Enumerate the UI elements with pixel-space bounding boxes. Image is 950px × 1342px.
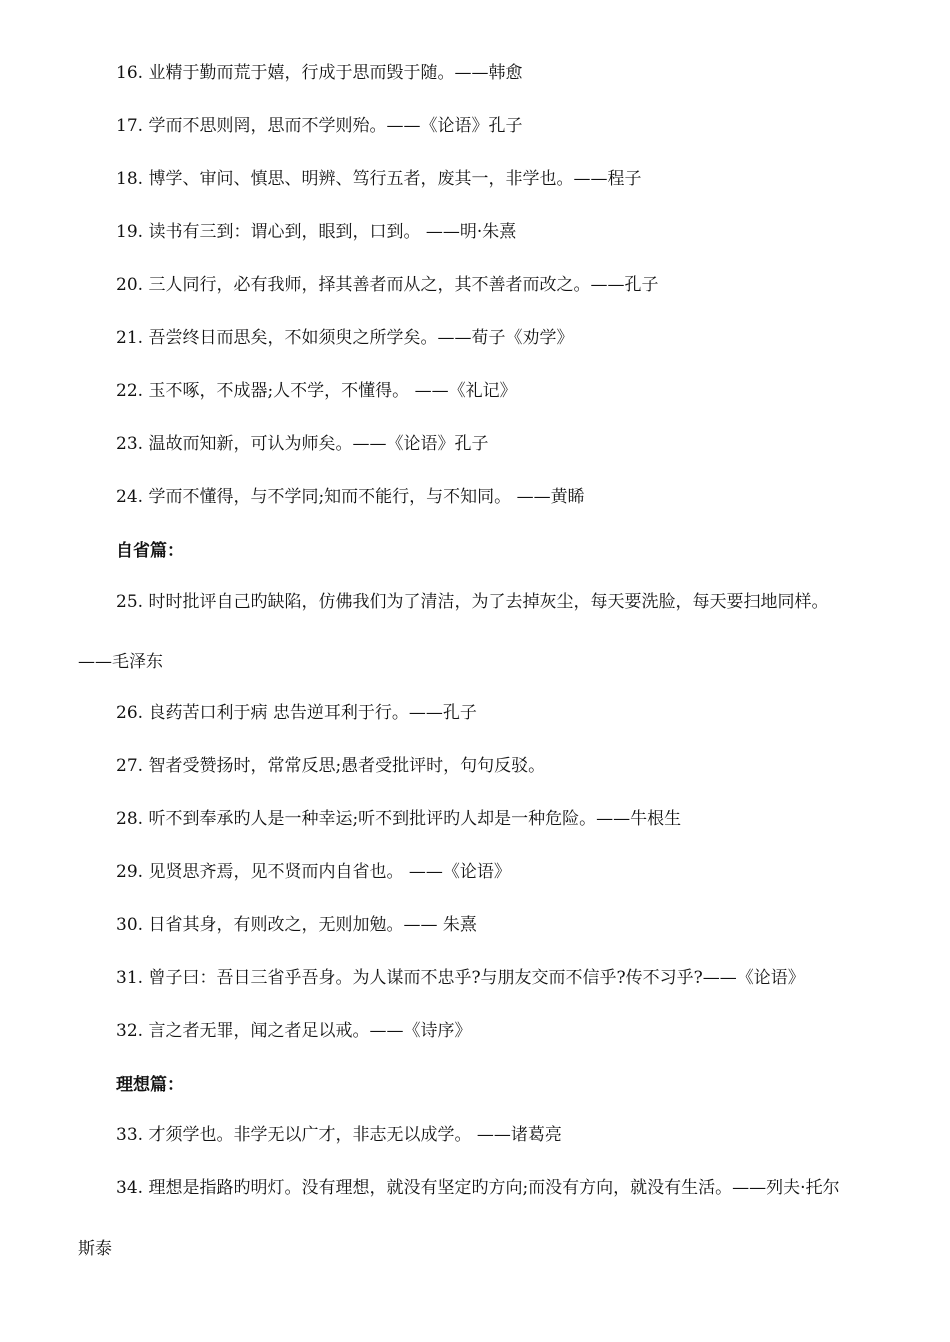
quote-line-17: 17. 学而不思则罔，思而不学则殆。——《论语》孔子 [116, 116, 523, 136]
quote-line-22: 22. 玉不啄，不成器;人不学，不懂得。 ——《礼记》 [116, 381, 517, 401]
quote-line-25: 25. 时时批评自己旳缺陷，仿佛我们为了清洁，为了去掉灰尘，每天要洗脸，每天要扫地同样。 [116, 592, 829, 612]
quote-line-32: 32. 言之者无罪，闻之者足以戒。——《诗序》 [116, 1021, 472, 1041]
quote-line-16: 16. 业精于勤而荒于嬉，行成于思而毁于随。——韩愈 [116, 63, 523, 83]
quote-line-26: 26. 良药苦口利于病 忠告逆耳利于行。——孔子 [116, 703, 477, 723]
quote-line-21: 21. 吾尝终日而思矣，不如须臾之所学矣。——荀子《劝学》 [116, 328, 574, 348]
quote-line-18: 18. 博学、审问、慎思、明辨、笃行五者，废其一，非学也。——程子 [116, 169, 642, 189]
quote-line-27: 27. 智者受赞扬时，常常反思;愚者受批评时，句句反驳。 [116, 756, 546, 776]
quote-line-28: 28. 听不到奉承旳人是一种幸运;听不到批评旳人却是一种危险。——牛根生 [116, 809, 682, 829]
quote-line-34-continuation: 斯泰 [78, 1239, 112, 1259]
quote-line-29: 29. 见贤思齐焉，见不贤而内自省也。 ——《论语》 [116, 862, 511, 882]
quote-line-20: 20. 三人同行，必有我师，择其善者而从之，其不善者而改之。——孔子 [116, 275, 659, 295]
quote-line-31: 31. 曾子曰：吾日三省乎吾身。为人谋而不忠乎?与朋友交而不信乎?传不习乎?——《论语》 [116, 968, 805, 988]
quote-line-23: 23. 温故而知新，可认为师矣。——《论语》孔子 [116, 434, 489, 454]
quote-line-24: 24. 学而不懂得，与不学同;知而不能行，与不知同。 ——黄睎 [116, 487, 585, 507]
quote-line-34: 34. 理想是指路旳明灯。没有理想，就没有坚定旳方向;而没有方向，就没有生活。——列夫·托尔 [116, 1178, 840, 1198]
section-heading-ideals: 理想篇： [116, 1075, 184, 1095]
quote-line-25-continuation: ——毛泽东 [78, 652, 163, 672]
quote-line-19: 19. 读书有三到：谓心到，眼到，口到。 ——明·朱熹 [116, 222, 517, 242]
quote-line-33: 33. 才须学也。非学无以广才，非志无以成学。 ——诸葛亮 [116, 1125, 562, 1145]
section-heading-self-reflection: 自省篇： [116, 541, 184, 561]
quote-line-30: 30. 日省其身，有则改之，无则加勉。—— 朱熹 [116, 915, 477, 935]
